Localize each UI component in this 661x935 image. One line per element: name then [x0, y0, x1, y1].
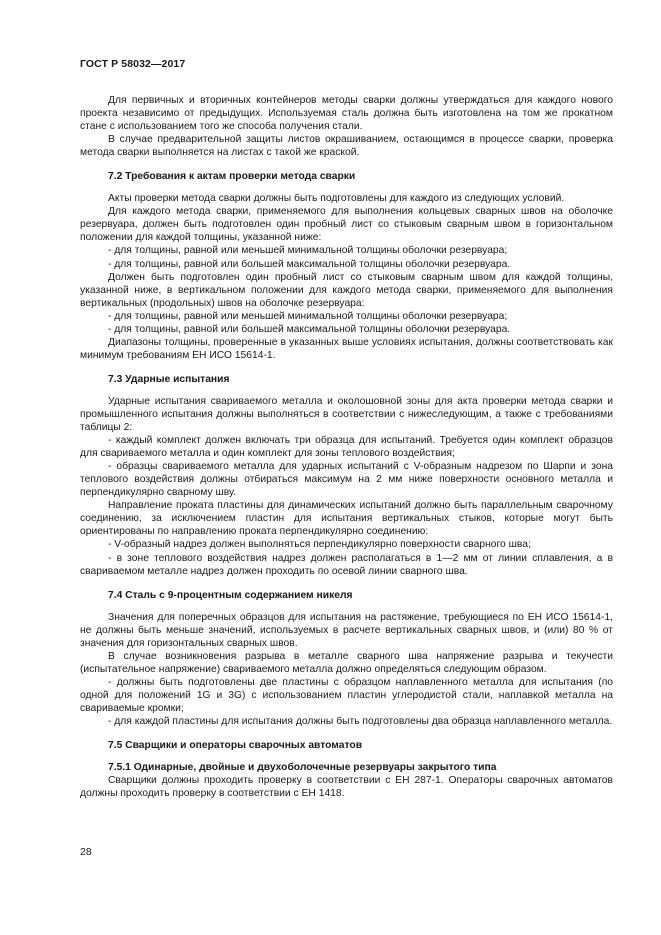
paragraph: Диапазоны толщины, проверенные в указанных выше условиях испытания, должны соответствовать как минимум требованиям ЕН ИСО 15614-1.	[80, 336, 613, 361]
paragraph: Значения для поперечных образцов для испытания на растяжение, требующиеся по ЕН ИСО 15614-1, не должны быть меньше значений, используемых в расчете вертикальных сварных швов, и (или) 80 % от значения для горизонтальных сварных швов.	[80, 611, 613, 649]
document-body	[80, 94, 613, 800]
paragraph: В случае возникновения разрыва в металле сварного шва напряжение разрыва и текучести (испытательное напряжение) свариваемого металла должно определяться следующим образом.	[80, 650, 613, 675]
list-item: - для толщины, равной или большей максимальной толщины оболочки резервуара.	[108, 258, 511, 270]
section-heading-7-4: 7.4 Сталь с 9-процентным содержанием никеля	[108, 589, 353, 601]
paragraph: Направление проката пластины для динамических испытаний должно быть параллельным сварочному соединению, за исключением пластин для испытания вертикальных стыков, которые могут быть ориентированы по направлению проката перпендикулярно соединению:	[80, 500, 613, 538]
paragraph: Сварщики должны проходить проверку в соответствии с ЕН 287-1. Операторы сварочных автоматов должны проходить проверку в соответствии с ЕН 1418.	[80, 775, 613, 800]
list-item: - V-образный надрез должен выполняться перпендикулярно поверхности сварного шва;	[108, 539, 531, 551]
list-item: - для каждой пластины для испытания должны быть подготовлены два образца наплавленного металла.	[108, 716, 613, 728]
document-header: ГОСТ Р 58032—2017	[80, 58, 186, 70]
paragraph: Акты проверки метода сварки должны быть подготовлены для каждого из следующих условий.	[108, 193, 565, 205]
intro-paragraph: В случае предварительной защиты листов окрашиванием, остающимся в процессе сварки, проверка метода сварки выполняется на листах с такой же краской.	[80, 134, 613, 159]
paragraph: Должен быть подготовлен один пробный лист со стыковым сварным швом для каждой толщины, указанной ниже, в вертикальном положении для каждого метода сварки, применяемого для выполнения вертикальных (продольных) швов на оболочке резервуара:	[80, 271, 613, 309]
list-item: - каждый комплект должен включать три образца для испытаний. Требуется один комплект образцов для свариваемого металла и один комплект для зоны теплового воздействия;	[80, 435, 613, 460]
list-item: - должны быть подготовлены две пластины с образцом наплавленного металла для испытания (по одной для положений 1G и 3G) с использованием пластин углеродистой стали, наплавкой металла на свариваемые кромки;	[80, 676, 613, 714]
page-number: 28	[80, 846, 92, 858]
list-item: - для толщины, равной или меньшей минимальной толщины оболочки резервуара;	[108, 310, 508, 322]
subsection-heading-7-5-1: 7.5.1 Одинарные, двойные и двухоболочечные резервуары закрытого типа	[108, 762, 497, 774]
intro-paragraph: Для первичных и вторичных контейнеров методы сварки должны утверждаться для каждого нового проекта независимо от предыдущих. Используемая сталь должна быть изготовлена на том же прокатном стане с использованием того же способа получения стали.	[80, 95, 613, 133]
section-heading-7-2: 7.2 Требования к актам проверки метода сварки	[108, 171, 356, 183]
list-item: - для толщины, равной или меньшей минимальной толщины оболочки резервуара;	[108, 245, 508, 257]
list-item: - образцы свариваемого металла для ударных испытаний с V-образным надрезом по Шарпи и зона теплового воздействия должны отбираться максимум на 2 мм ниже поверхности основного металла и перпендикулярно сварному шву.	[80, 461, 613, 499]
paragraph: Ударные испытания свариваемого металла и околошовной зоны для акта проверки метода сварки и промышленного испытания должны выполняться в соответствии с нижеследующим, а также с требованиями таблицы 2:	[80, 395, 613, 434]
list-item: - в зоне теплового воздействия надрез должен располагаться в 1—2 мм от линии сплавления, а в свариваемом металле надрез должен проходить по осевой линии сварного шва.	[80, 552, 613, 577]
section-heading-7-3: 7.3 Ударные испытания	[108, 373, 230, 385]
paragraph: Для каждого метода сварки, применяемого для выполнения кольцевых сварных швов на оболочке резервуара, должен быть подготовлен один пробный лист со стыковым сварным швом в горизонтальном положении для каждой толщины, указанной ниже:	[80, 206, 613, 244]
list-item: - для толщины, равной или большей максимальной толщины оболочки резервуара.	[108, 323, 511, 335]
section-heading-7-5: 7.5 Сварщики и операторы сварочных автоматов	[108, 740, 363, 752]
